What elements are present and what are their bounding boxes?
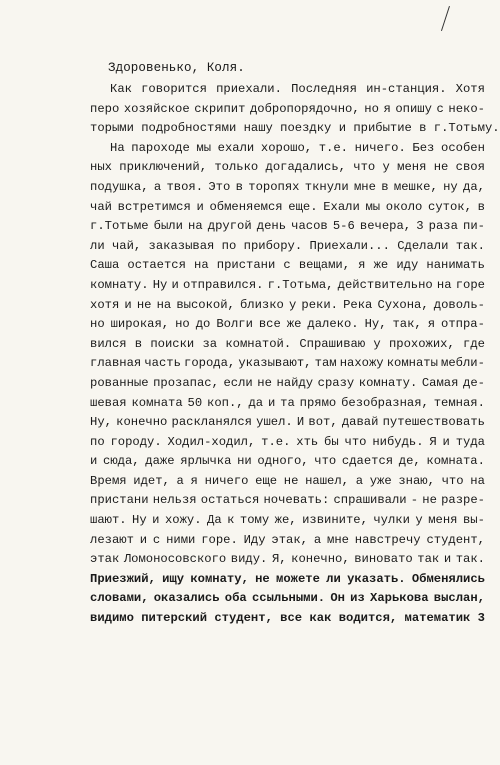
letter-body [90,80,500,629]
letter-line: Как говорится приехали. Последняя ин-станция. Хотя [110,82,485,96]
letter-line: Саша остается на пристани с вещами, я же иду нанимать [90,258,485,273]
letter-line: ли чай, заказывая по прибору. Приехали... Сделали так. [90,238,485,253]
letter-line: этак Ломоносовского виду. Я, конечно, виновато так и так. [90,552,485,567]
letter-line: по городу. Ходил-ходил, т.е. хть бы что нибудь. Я и туда [90,434,485,449]
letter-line: лезают и с ними горе. Иду этак, а мне навстречу студент, [90,532,485,547]
letter-line: пристани нельзя остаться ночевать: спрашивали - не разре- [90,493,485,508]
letter-line: перо хозяйское скрипит добропорядочно, но я опишу с неко- [90,101,485,116]
letter-line: Ну, конечно раскланялся ушел. И вот, давай путешествовать [90,415,485,430]
pen-mark [441,6,450,31]
letter-line: и сюда, даже ярлычка ни одного, что сдается де, комната. [90,454,485,469]
letter-line: шевая комната 50 коп., да и та прямо безобразная, темная. [90,395,485,410]
letter-line: Приезжий, ищу комнату, не можете ли указать. Обменялись [90,571,485,586]
letter-line: комнату. Ну и отправился. г.Тотьма, действительно на горе [90,277,485,292]
letter-line: словами, оказались оба ссыльными. Он из Харькова выслан, [90,591,485,606]
letter-line: видимо питерский студент, все как водится, математик 3 [90,611,485,626]
letter-greeting: Здоровенько, Коля. [108,61,245,75]
letter-line: вился в поиски за комнатой. Спрашиваю у прохожих, где [90,336,485,351]
letter-line: но широкая, но до Волги все же далеко. Ну, так, я отпра- [90,317,485,332]
letter-line: главная часть города, указывают, там нахожу комнаты мебли- [90,356,485,371]
letter-line: чай встретимся и обменяемся еще. Ехали мы около суток, в [90,199,485,214]
letter-line: рованные прозапас, если не найду сразу комнату. Самая де- [90,375,485,390]
letter-line: ных приключений, только догадались, что у меня не своя [90,160,485,175]
letter-line: шают. Ну и хожу. Да к тому же, извините, чулки у меня вы- [90,513,485,528]
letter-line: г.Тотьме были на другой день часов 5-6 вечера, 3 раза пи- [90,219,485,234]
letter-line: Время идет, а я ничего еще не нашел, а уже знаю, что на [90,473,485,488]
letter-line: На пароходе мы ехали хорошо, т.е. ничего. Без особен [110,140,485,155]
letter-line: подушка, а твоя. Это в торопях ткнули мне в мешке, ну да, [90,179,485,194]
letter-line: торыми подробностями нашу поездку и прибытие в г.Тотьму. [90,121,500,136]
letter-line: хотя и не на высокой, близко у реки. Река Сухона, доволь- [90,297,485,312]
